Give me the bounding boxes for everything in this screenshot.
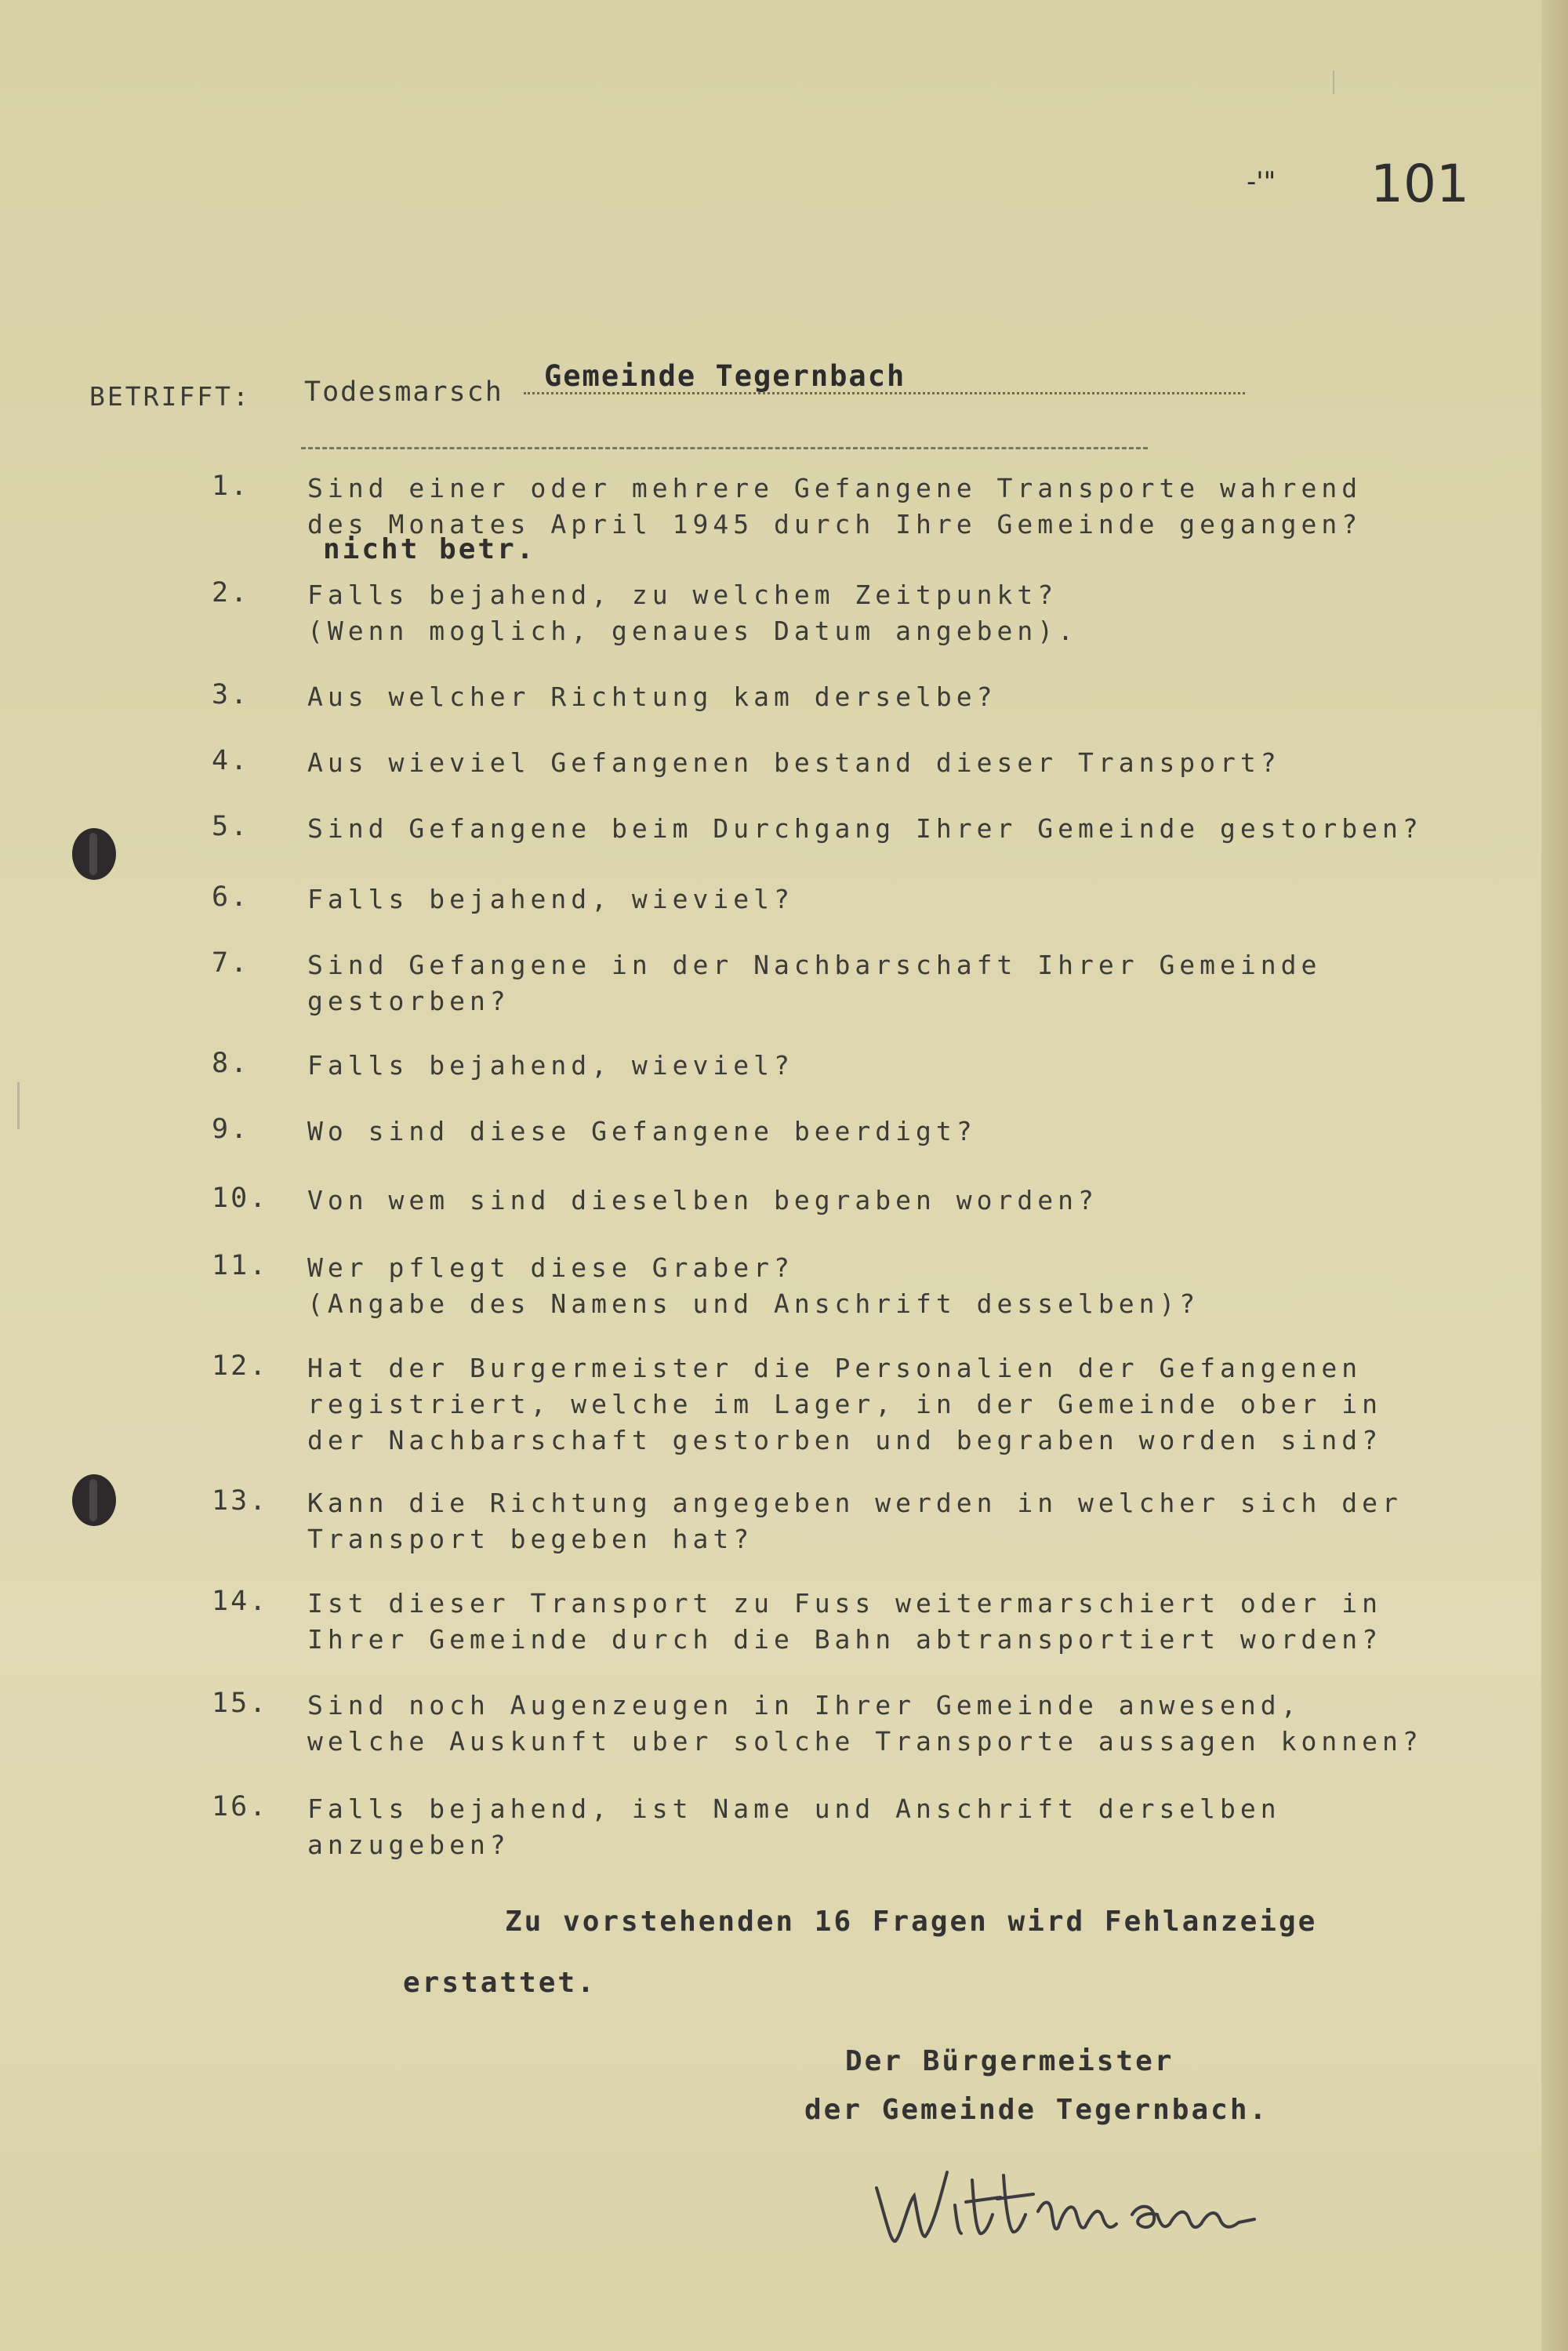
subject-overtype: Gemeinde Tegernbach (544, 359, 906, 393)
question-number: 6. (212, 881, 250, 913)
question-text: Falls bejahend, wieviel? (307, 1050, 794, 1081)
handwritten-signature (862, 2149, 1270, 2251)
question-number: 10. (212, 1183, 269, 1214)
question-number: 3. (212, 679, 250, 710)
question-number: 7. (212, 947, 250, 979)
question-text: Sind Gefangene in der Nachbarschaft Ihrer Gemeinde gestorben? (307, 950, 1322, 1016)
page-mark: -'" (1247, 166, 1276, 198)
question-text: Falls bejahend, ist Name und Anschrift derselben anzugeben? (307, 1793, 1281, 1860)
question-text: Falls bejahend, zu welchem Zeitpunkt? (Wenn moglich, genaues Datum angeben). (307, 580, 1078, 646)
question-text: Wer pflegt diese Graber? (Angabe des Namens und Anschrift desselben)? (307, 1252, 1200, 1319)
subject-label: BETRIFFT: (89, 381, 251, 412)
question-text: Falls bejahend, wieviel? (307, 884, 794, 914)
dotted-line (524, 392, 1245, 394)
question-number: 11. (212, 1250, 269, 1281)
punch-hole-top (72, 828, 116, 880)
question-text: Von wem sind dieselben begraben worden? (307, 1185, 1098, 1215)
paper-edge (1541, 0, 1568, 2351)
question-text: Hat der Burgermeister die Personalien der Gefangenen registriert, welche im Lager, in der Gemeinde ober in der Nachbarschaft gestorben und begraben worden sind? (307, 1353, 1382, 1455)
question-number: 12. (212, 1350, 269, 1382)
question-number: 2. (212, 577, 250, 609)
question-number: 9. (212, 1114, 250, 1145)
question-number: 1. (212, 471, 250, 502)
question-text: Kann die Richtung angegeben werden in welcher sich der Transport begeben hat? (307, 1488, 1403, 1554)
closing-statement-end: erstattet. (403, 1967, 597, 1999)
question-text: Sind Gefangene beim Durchgang Ihrer Gemeinde gestorben? (307, 813, 1423, 844)
question-number: 13. (212, 1485, 269, 1517)
question-text: Sind noch Augenzeugen in Ihrer Gemeinde anwesend, welche Auskunft uber solche Transporte aussagen konnen? (307, 1690, 1423, 1757)
signatory-title: Der Bürgermeister (845, 2045, 1174, 2077)
subject-typed: Todesmarsch (304, 376, 503, 408)
signatory-municipality: der Gemeinde Tegernbach. (804, 2094, 1269, 2126)
page-number: 101 (1370, 154, 1469, 214)
question-number: 14. (212, 1586, 269, 1617)
question-text: Ist dieser Transport zu Fuss weitermarschiert oder in Ihrer Gemeinde durch die Bahn abtransportiert worden? (307, 1588, 1382, 1655)
punch-hole-bottom (72, 1474, 116, 1526)
question-number: 15. (212, 1688, 269, 1719)
answer-overtype: nicht betr. (323, 533, 536, 565)
question-number: 16. (212, 1791, 269, 1822)
question-text: Aus welcher Richtung kam derselbe? (307, 681, 997, 712)
closing-statement: Zu vorstehenden 16 Fragen wird Fehlanzeige (505, 1906, 1318, 1938)
question-number: 4. (212, 745, 250, 776)
underline-rule (301, 447, 1148, 449)
scratch-mark (17, 1082, 20, 1129)
question-text: Sind einer oder mehrere Gefangene Transporte wahrend des Monates April 1945 durch Ihre Gemeinde gegangen? (307, 473, 1363, 540)
question-number: 5. (212, 811, 250, 842)
scratch-mark (1333, 71, 1334, 94)
question-text: Aus wieviel Gefangenen bestand dieser Transport? (307, 747, 1281, 778)
question-text: Wo sind diese Gefangene beerdigt? (307, 1116, 977, 1146)
question-number: 8. (212, 1048, 250, 1079)
